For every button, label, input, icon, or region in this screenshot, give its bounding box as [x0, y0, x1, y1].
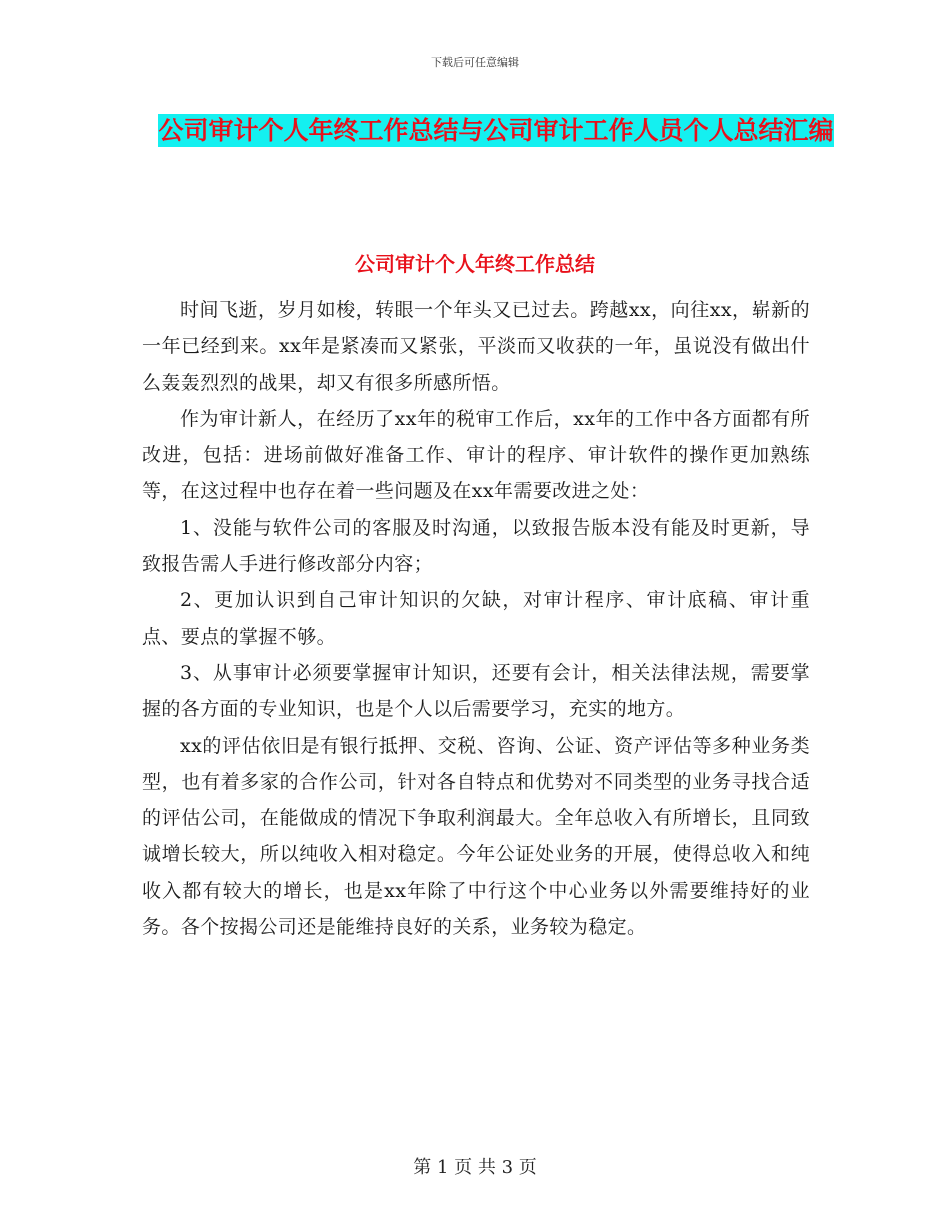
- body-paragraph: 作为审计新人，在经历了xx年的税审工作后，xx年的工作中各方面都有所改进，包括：进场前做好准备工作、审计的程序、审计软件的操作更加熟练等，在这过程中也存在着一些问题及在xx年需要改进之处：: [142, 407, 810, 503]
- body-paragraph: 1、没能与软件公司的客服及时沟通，以致报告版本没有能及时更新，导致报告需人手进行修改部分内容；: [142, 516, 810, 576]
- page-header-note: 下载后可任意编辑: [431, 56, 519, 69]
- main-title-highlight: 公司审计个人年终工作总结与公司审计工作人员个人总结汇编: [158, 116, 834, 145]
- body-paragraph: xx的评估依旧是有银行抵押、交税、咨询、公证、资产评估等多种业务类型，也有着多家的合作公司，针对各自特点和优势对不同类型的业务寻找合适的评估公司，在能做成的情况下争取利润最大。全年总收入有所增长，且同致诚增长较大，所以纯收入相对稳定。今年公证处业务的开展，使得总收入和纯收入都有较大的增长，也是xx年除了中行这个中心业务以外需要维持好的业务。各个按揭公司还是能维持良好的关系，业务较为稳定。: [142, 734, 810, 939]
- document-body: [142, 292, 810, 945]
- page-number-footer: 第 1 页 共 3 页: [413, 1157, 537, 1178]
- body-paragraph: 2、更加认识到自己审计知识的欠缺，对审计程序、审计底稿、审计重点、要点的掌握不够。: [142, 589, 810, 648]
- body-paragraph: 3、从事审计必须要掌握审计知识，还要有会计，相关法律法规，需要掌握的各方面的专业知识，也是个人以后需要学习，充实的地方。: [142, 661, 810, 721]
- section-title: 公司审计个人年终工作总结: [355, 252, 595, 276]
- body-paragraph: 时间飞逝，岁月如梭，转眼一个年头又已过去。跨越xx，向往xx，崭新的一年已经到来。xx年是紧凑而又紧张，平淡而又收获的一年，虽说没有做出什么轰轰烈烈的战果，却又有很多所感所悟。: [142, 299, 810, 394]
- document-main-title: [150, 111, 842, 151]
